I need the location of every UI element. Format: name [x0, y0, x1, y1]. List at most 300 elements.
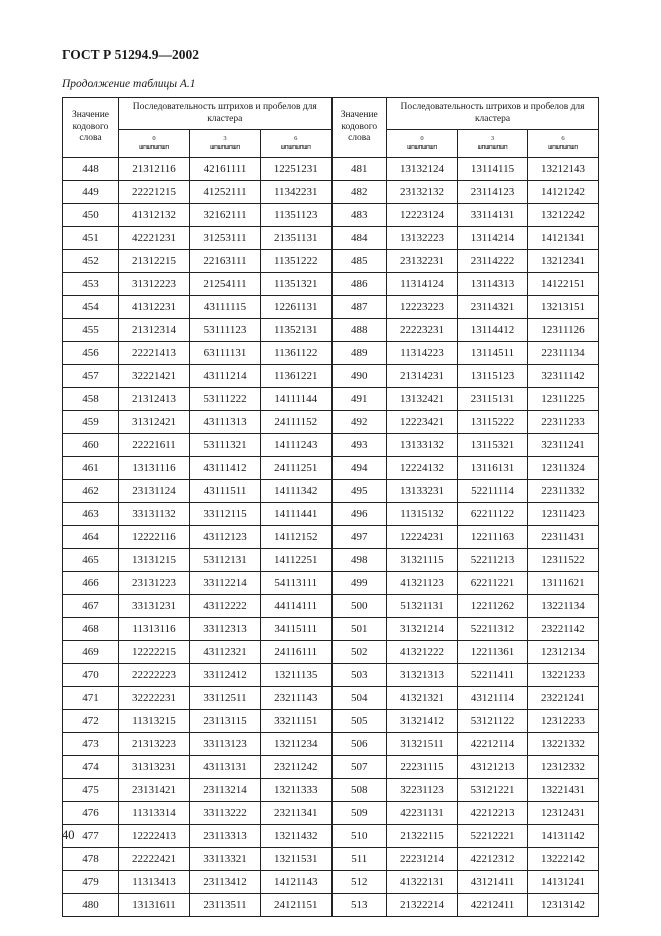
cluster-0-pattern-cell: 31321115 [387, 549, 458, 572]
cluster-6-pattern-cell: 12312233 [528, 710, 599, 733]
cluster-0-header-right [387, 130, 458, 158]
cluster-0-pattern-cell: 22221215 [119, 181, 190, 204]
cluster-6-pattern-cell: 12312134 [528, 641, 599, 664]
cluster-6-pattern-cell: 14121143 [261, 871, 332, 894]
cluster-0-pattern-cell: 22231214 [387, 848, 458, 871]
cluster-3-pattern-cell: 23114123 [458, 181, 528, 204]
cluster-3-pattern-cell: 42212213 [458, 802, 528, 825]
cluster-0-pattern-cell: 41321321 [387, 687, 458, 710]
cluster-6-header-left [261, 130, 332, 158]
column-header-sequence-left: Последовательность штрихов и пробелов для кластера [119, 98, 332, 130]
cluster-6-pattern-cell: 11361122 [261, 342, 332, 365]
codeword-value-cell: 450 [63, 204, 119, 227]
cluster-0-pattern-cell: 13131611 [119, 894, 190, 917]
codeword-value-cell: 451 [63, 227, 119, 250]
codeword-value-cell: 510 [332, 825, 387, 848]
codeword-value-cell: 461 [63, 457, 119, 480]
codeword-value-cell: 487 [332, 296, 387, 319]
codeword-value-cell: 507 [332, 756, 387, 779]
codeword-value-cell: 475 [63, 779, 119, 802]
table-row [63, 434, 599, 457]
cluster-6-pattern-cell: 54113111 [261, 572, 332, 595]
cluster-3-pattern-cell: 23114222 [458, 250, 528, 273]
cluster-3-pattern-cell: 31253111 [190, 227, 261, 250]
codeword-value-cell: 489 [332, 342, 387, 365]
cluster-3-pattern-cell: 43113131 [190, 756, 261, 779]
codeword-value-cell: 486 [332, 273, 387, 296]
column-header-sequence-right: Последовательность штрихов и пробелов для кластера [387, 98, 599, 130]
cluster-0-pattern-cell: 41321222 [387, 641, 458, 664]
table-row [63, 158, 599, 181]
cluster-6-pattern-cell: 12311423 [528, 503, 599, 526]
cluster-0-pattern-cell: 31313231 [119, 756, 190, 779]
table-row [63, 710, 599, 733]
cluster-6-pattern-cell: 13211234 [261, 733, 332, 756]
table-row [63, 779, 599, 802]
cluster-6-pattern-cell: 14121242 [528, 181, 599, 204]
cluster-0-pattern-cell: 32221421 [119, 365, 190, 388]
cluster-3-pattern-cell: 33112511 [190, 687, 261, 710]
cluster-6-pattern-cell: 12312332 [528, 756, 599, 779]
cluster-0-pattern-cell: 22223231 [387, 319, 458, 342]
codeword-value-cell: 464 [63, 526, 119, 549]
table-row [63, 687, 599, 710]
codeword-value-cell: 496 [332, 503, 387, 526]
cluster-0-pattern-cell: 12222215 [119, 641, 190, 664]
cluster-3-pattern-cell: 33112214 [190, 572, 261, 595]
cluster-0-pattern-cell: 23131421 [119, 779, 190, 802]
codeword-value-cell: 491 [332, 388, 387, 411]
codeword-value-cell: 495 [332, 480, 387, 503]
cluster-6-pattern-cell: 11351321 [261, 273, 332, 296]
cluster-3-pattern-cell: 43112321 [190, 641, 261, 664]
cluster-3-pattern-cell: 62211122 [458, 503, 528, 526]
cluster-3-pattern-cell: 43121411 [458, 871, 528, 894]
codeword-value-cell: 473 [63, 733, 119, 756]
codeword-value-cell: 478 [63, 848, 119, 871]
codeword-value-cell: 504 [332, 687, 387, 710]
cluster-6-pattern-cell: 13212341 [528, 250, 599, 273]
cluster-3-header-right [458, 130, 528, 158]
cluster-6-pattern-cell: 24121151 [261, 894, 332, 917]
cluster-0-pattern-cell: 11313116 [119, 618, 190, 641]
cluster-0-pattern-cell: 11314223 [387, 342, 458, 365]
cluster-0-pattern-cell: 31321214 [387, 618, 458, 641]
cluster-6-pattern-cell: 23221241 [528, 687, 599, 710]
cluster-0-pattern-cell: 12223223 [387, 296, 458, 319]
cluster-0-pattern-cell: 31321412 [387, 710, 458, 733]
cluster-6-pattern-cell: 23211143 [261, 687, 332, 710]
cluster-3-pattern-cell: 13116131 [458, 457, 528, 480]
codeword-value-cell: 456 [63, 342, 119, 365]
cluster-6-pattern-cell: 14111441 [261, 503, 332, 526]
table-row [63, 549, 599, 572]
cluster-3-pattern-cell: 43111412 [190, 457, 261, 480]
codeword-value-cell: 467 [63, 595, 119, 618]
cluster-6-pattern-cell: 11352131 [261, 319, 332, 342]
codeword-value-cell: 509 [332, 802, 387, 825]
cluster-3-pattern-cell: 43121213 [458, 756, 528, 779]
cluster-6-pattern-cell: 12311324 [528, 457, 599, 480]
cluster-3-pattern-cell: 13114412 [458, 319, 528, 342]
codeword-value-cell: 457 [63, 365, 119, 388]
table-row [63, 319, 599, 342]
cluster-6-pattern-cell: 32311241 [528, 434, 599, 457]
cluster-number: 6 [561, 134, 565, 142]
codeword-value-cell: 481 [332, 158, 387, 181]
cluster-3-pattern-cell: 33112313 [190, 618, 261, 641]
cluster-0-pattern-cell: 31321511 [387, 733, 458, 756]
cluster-6-pattern-cell: 24116111 [261, 641, 332, 664]
codeword-value-cell: 452 [63, 250, 119, 273]
cluster-0-pattern-cell: 42221231 [119, 227, 190, 250]
cluster-3-pattern-cell: 53112131 [190, 549, 261, 572]
cluster-0-pattern-cell: 51321131 [387, 595, 458, 618]
table-row [63, 342, 599, 365]
cluster-0-pattern-cell: 13133231 [387, 480, 458, 503]
cluster-3-pattern-cell: 13114511 [458, 342, 528, 365]
codeword-value-cell: 511 [332, 848, 387, 871]
codeword-value-cell: 508 [332, 779, 387, 802]
cluster-0-pattern-cell: 21314231 [387, 365, 458, 388]
table-row [63, 365, 599, 388]
table-row [63, 871, 599, 894]
cluster-0-pattern-cell: 22222223 [119, 664, 190, 687]
codeword-value-cell: 502 [332, 641, 387, 664]
codeword-value-cell: 449 [63, 181, 119, 204]
table-caption: Продолжение таблицы А.1 [62, 78, 196, 90]
cluster-0-pattern-cell: 13133132 [387, 434, 458, 457]
cluster-6-pattern-cell: 13211432 [261, 825, 332, 848]
cluster-3-pattern-cell: 43112222 [190, 595, 261, 618]
cluster-0-pattern-cell: 11313215 [119, 710, 190, 733]
cluster-6-pattern-cell: 12311126 [528, 319, 599, 342]
cluster-6-pattern-cell: 21351131 [261, 227, 332, 250]
cluster-6-pattern-cell: 13221134 [528, 595, 599, 618]
cluster-0-pattern-cell: 21312413 [119, 388, 190, 411]
cluster-number: 6 [294, 134, 298, 142]
cluster-3-pattern-cell: 22163111 [190, 250, 261, 273]
codeword-value-cell: 488 [332, 319, 387, 342]
cluster-6-pattern-cell: 23221142 [528, 618, 599, 641]
cluster-6-pattern-cell: 12312431 [528, 802, 599, 825]
cluster-3-pattern-cell: 42212411 [458, 894, 528, 917]
cluster-3-header-left [190, 130, 261, 158]
cluster-0-pattern-cell: 23131223 [119, 572, 190, 595]
cluster-0-pattern-cell: 22231115 [387, 756, 458, 779]
column-header-value-left: Значение кодового слова [63, 98, 119, 158]
cluster-pattern: шпшпшпшп [210, 143, 240, 152]
cluster-0-pattern-cell: 21312116 [119, 158, 190, 181]
cluster-6-pattern-cell: 22311431 [528, 526, 599, 549]
cluster-6-pattern-cell: 22311233 [528, 411, 599, 434]
cluster-3-pattern-cell: 23113313 [190, 825, 261, 848]
table-row [63, 388, 599, 411]
cluster-3-pattern-cell: 33113123 [190, 733, 261, 756]
cluster-6-pattern-cell: 12311522 [528, 549, 599, 572]
codeword-value-cell: 493 [332, 434, 387, 457]
codeword-value-cell: 459 [63, 411, 119, 434]
codeword-value-cell: 490 [332, 365, 387, 388]
cluster-pattern: шпшпшпшп [477, 143, 508, 152]
table-row [63, 848, 599, 871]
codeword-value-cell: 477 [63, 825, 119, 848]
cluster-number: 0 [152, 134, 156, 142]
cluster-3-pattern-cell: 13115123 [458, 365, 528, 388]
cluster-6-pattern-cell: 13213151 [528, 296, 599, 319]
cluster-3-pattern-cell: 33113321 [190, 848, 261, 871]
cluster-6-pattern-cell: 13212143 [528, 158, 599, 181]
cluster-6-pattern-cell: 12251231 [261, 158, 332, 181]
cluster-6-pattern-cell: 13221233 [528, 664, 599, 687]
cluster-0-pattern-cell: 12223124 [387, 204, 458, 227]
cluster-0-pattern-cell: 21322214 [387, 894, 458, 917]
cluster-3-pattern-cell: 33114131 [458, 204, 528, 227]
cluster-3-pattern-cell: 21254111 [190, 273, 261, 296]
codeword-value-cell: 463 [63, 503, 119, 526]
table-row [63, 618, 599, 641]
codeword-value-cell: 470 [63, 664, 119, 687]
cluster-0-pattern-cell: 11315132 [387, 503, 458, 526]
cluster-0-pattern-cell: 11313413 [119, 871, 190, 894]
cluster-3-pattern-cell: 12211262 [458, 595, 528, 618]
codeword-value-cell: 472 [63, 710, 119, 733]
cluster-3-pattern-cell: 23113115 [190, 710, 261, 733]
codeword-value-cell: 500 [332, 595, 387, 618]
cluster-0-header-left [119, 130, 190, 158]
cluster-6-pattern-cell: 11351123 [261, 204, 332, 227]
cluster-3-pattern-cell: 53111222 [190, 388, 261, 411]
table-row [63, 526, 599, 549]
cluster-3-pattern-cell: 42212312 [458, 848, 528, 871]
cluster-6-pattern-cell: 12311225 [528, 388, 599, 411]
document-header: ГОСТ Р 51294.9—2002 [62, 47, 200, 62]
cluster-3-pattern-cell: 12211163 [458, 526, 528, 549]
cluster-3-pattern-cell: 23114321 [458, 296, 528, 319]
cluster-0-pattern-cell: 11314124 [387, 273, 458, 296]
cluster-3-pattern-cell: 13115321 [458, 434, 528, 457]
table-row [63, 756, 599, 779]
cluster-6-pattern-cell: 23211242 [261, 756, 332, 779]
codeword-value-cell: 474 [63, 756, 119, 779]
cluster-6-pattern-cell: 13212242 [528, 204, 599, 227]
cluster-3-pattern-cell: 13114115 [458, 158, 528, 181]
codeword-value-cell: 448 [63, 158, 119, 181]
codeword-value-cell: 482 [332, 181, 387, 204]
cluster-6-pattern-cell: 13111621 [528, 572, 599, 595]
cluster-0-pattern-cell: 33131231 [119, 595, 190, 618]
cluster-6-pattern-cell: 13211333 [261, 779, 332, 802]
table-row [63, 273, 599, 296]
cluster-0-pattern-cell: 32231123 [387, 779, 458, 802]
codeword-value-cell: 454 [63, 296, 119, 319]
table-row [63, 733, 599, 756]
table-row [63, 664, 599, 687]
cluster-6-pattern-cell: 24111251 [261, 457, 332, 480]
codeword-value-cell: 465 [63, 549, 119, 572]
cluster-6-pattern-cell: 14121341 [528, 227, 599, 250]
cluster-6-pattern-cell: 13221431 [528, 779, 599, 802]
cluster-6-pattern-cell: 14122151 [528, 273, 599, 296]
table-row [63, 296, 599, 319]
cluster-3-pattern-cell: 23113412 [190, 871, 261, 894]
cluster-6-pattern-cell: 12313142 [528, 894, 599, 917]
cluster-0-pattern-cell: 13132124 [387, 158, 458, 181]
codeword-value-cell: 455 [63, 319, 119, 342]
codeword-value-cell: 453 [63, 273, 119, 296]
cluster-0-pattern-cell: 12222413 [119, 825, 190, 848]
cluster-0-pattern-cell: 21322115 [387, 825, 458, 848]
cluster-3-pattern-cell: 63111131 [190, 342, 261, 365]
cluster-3-pattern-cell: 13114313 [458, 273, 528, 296]
codeword-value-cell: 479 [63, 871, 119, 894]
page-number: 40 [62, 828, 75, 842]
cluster-6-pattern-cell: 32311142 [528, 365, 599, 388]
cluster-6-pattern-cell: 22311332 [528, 480, 599, 503]
codeword-value-cell: 494 [332, 457, 387, 480]
cluster-0-pattern-cell: 22221611 [119, 434, 190, 457]
cluster-3-pattern-cell: 52211114 [458, 480, 528, 503]
cluster-0-pattern-cell: 22222421 [119, 848, 190, 871]
codeword-value-cell: 513 [332, 894, 387, 917]
cluster-6-pattern-cell: 11342231 [261, 181, 332, 204]
cluster-0-pattern-cell: 32222231 [119, 687, 190, 710]
cluster-3-pattern-cell: 41252111 [190, 181, 261, 204]
cluster-0-pattern-cell: 13132421 [387, 388, 458, 411]
codeword-value-cell: 469 [63, 641, 119, 664]
cluster-3-pattern-cell: 53121122 [458, 710, 528, 733]
cluster-0-pattern-cell: 23132132 [387, 181, 458, 204]
cluster-0-pattern-cell: 13132223 [387, 227, 458, 250]
cluster-3-pattern-cell: 52211213 [458, 549, 528, 572]
cluster-0-pattern-cell: 41312231 [119, 296, 190, 319]
cluster-0-pattern-cell: 41321123 [387, 572, 458, 595]
cluster-6-pattern-cell: 14112251 [261, 549, 332, 572]
cluster-3-pattern-cell: 43111511 [190, 480, 261, 503]
cluster-6-pattern-cell: 22311134 [528, 342, 599, 365]
table-row [63, 227, 599, 250]
cluster-6-pattern-cell: 13211531 [261, 848, 332, 871]
cluster-3-pattern-cell: 52211312 [458, 618, 528, 641]
cluster-3-pattern-cell: 13115222 [458, 411, 528, 434]
cluster-0-pattern-cell: 23131124 [119, 480, 190, 503]
codeword-value-cell: 466 [63, 572, 119, 595]
codeword-table [62, 97, 599, 917]
codeword-value-cell: 476 [63, 802, 119, 825]
cluster-3-pattern-cell: 53111123 [190, 319, 261, 342]
cluster-pattern: шпшпшпшп [407, 143, 437, 152]
cluster-6-pattern-cell: 14111144 [261, 388, 332, 411]
cluster-3-pattern-cell: 23113511 [190, 894, 261, 917]
column-header-value-right: Значение кодового слова [332, 98, 387, 158]
table-row [63, 250, 599, 273]
cluster-0-pattern-cell: 12222116 [119, 526, 190, 549]
cluster-6-pattern-cell: 34115111 [261, 618, 332, 641]
cluster-6-pattern-cell: 12261131 [261, 296, 332, 319]
cluster-0-pattern-cell: 21313223 [119, 733, 190, 756]
cluster-3-pattern-cell: 52212221 [458, 825, 528, 848]
cluster-number: 0 [420, 134, 424, 142]
cluster-0-pattern-cell: 13131116 [119, 457, 190, 480]
cluster-0-pattern-cell: 41322131 [387, 871, 458, 894]
cluster-6-pattern-cell: 14111342 [261, 480, 332, 503]
table-row [63, 894, 599, 917]
cluster-6-pattern-cell: 14131241 [528, 871, 599, 894]
cluster-0-pattern-cell: 31321313 [387, 664, 458, 687]
cluster-6-pattern-cell: 33211151 [261, 710, 332, 733]
cluster-3-pattern-cell: 33112412 [190, 664, 261, 687]
cluster-3-pattern-cell: 42161111 [190, 158, 261, 181]
table-row [63, 572, 599, 595]
cluster-3-pattern-cell: 33112115 [190, 503, 261, 526]
table-row [63, 595, 599, 618]
codeword-value-cell: 462 [63, 480, 119, 503]
cluster-3-pattern-cell: 33113222 [190, 802, 261, 825]
cluster-0-pattern-cell: 13131215 [119, 549, 190, 572]
cluster-3-pattern-cell: 43111115 [190, 296, 261, 319]
cluster-0-pattern-cell: 42231131 [387, 802, 458, 825]
codeword-value-cell: 498 [332, 549, 387, 572]
cluster-6-pattern-cell: 14112152 [261, 526, 332, 549]
table-row [63, 825, 599, 848]
cluster-3-pattern-cell: 53111321 [190, 434, 261, 457]
cluster-3-pattern-cell: 52211411 [458, 664, 528, 687]
cluster-3-pattern-cell: 62211221 [458, 572, 528, 595]
cluster-6-pattern-cell: 13211135 [261, 664, 332, 687]
cluster-3-pattern-cell: 43111313 [190, 411, 261, 434]
cluster-3-pattern-cell: 43111214 [190, 365, 261, 388]
cluster-number: 3 [490, 134, 495, 142]
codeword-value-cell: 501 [332, 618, 387, 641]
table-row [63, 503, 599, 526]
codeword-value-cell: 471 [63, 687, 119, 710]
table-row [63, 802, 599, 825]
table-row [63, 457, 599, 480]
cluster-0-pattern-cell: 12223421 [387, 411, 458, 434]
table-row [63, 480, 599, 503]
table-row [63, 641, 599, 664]
cluster-6-pattern-cell: 13221332 [528, 733, 599, 756]
codeword-value-cell: 458 [63, 388, 119, 411]
cluster-0-pattern-cell: 33131132 [119, 503, 190, 526]
cluster-pattern: шпшпшпшп [280, 143, 311, 152]
cluster-3-pattern-cell: 42212114 [458, 733, 528, 756]
codeword-value-cell: 484 [332, 227, 387, 250]
cluster-6-pattern-cell: 14131142 [528, 825, 599, 848]
codeword-value-cell: 503 [332, 664, 387, 687]
cluster-3-pattern-cell: 43112123 [190, 526, 261, 549]
table-row [63, 411, 599, 434]
cluster-3-pattern-cell: 43121114 [458, 687, 528, 710]
cluster-3-pattern-cell: 23115131 [458, 388, 528, 411]
codeword-value-cell: 460 [63, 434, 119, 457]
cluster-3-pattern-cell: 32162111 [190, 204, 261, 227]
cluster-6-pattern-cell: 24111152 [261, 411, 332, 434]
table-row [63, 204, 599, 227]
cluster-6-pattern-cell: 11361221 [261, 365, 332, 388]
cluster-6-pattern-cell: 14111243 [261, 434, 332, 457]
codeword-value-cell: 480 [63, 894, 119, 917]
cluster-0-pattern-cell: 31312421 [119, 411, 190, 434]
codeword-value-cell: 483 [332, 204, 387, 227]
codeword-value-cell: 492 [332, 411, 387, 434]
cluster-3-pattern-cell: 23113214 [190, 779, 261, 802]
cluster-pattern: шпшпшпшп [548, 143, 578, 152]
cluster-6-pattern-cell: 11351222 [261, 250, 332, 273]
table-row [63, 181, 599, 204]
cluster-3-pattern-cell: 13114214 [458, 227, 528, 250]
cluster-6-header-right [528, 130, 599, 158]
